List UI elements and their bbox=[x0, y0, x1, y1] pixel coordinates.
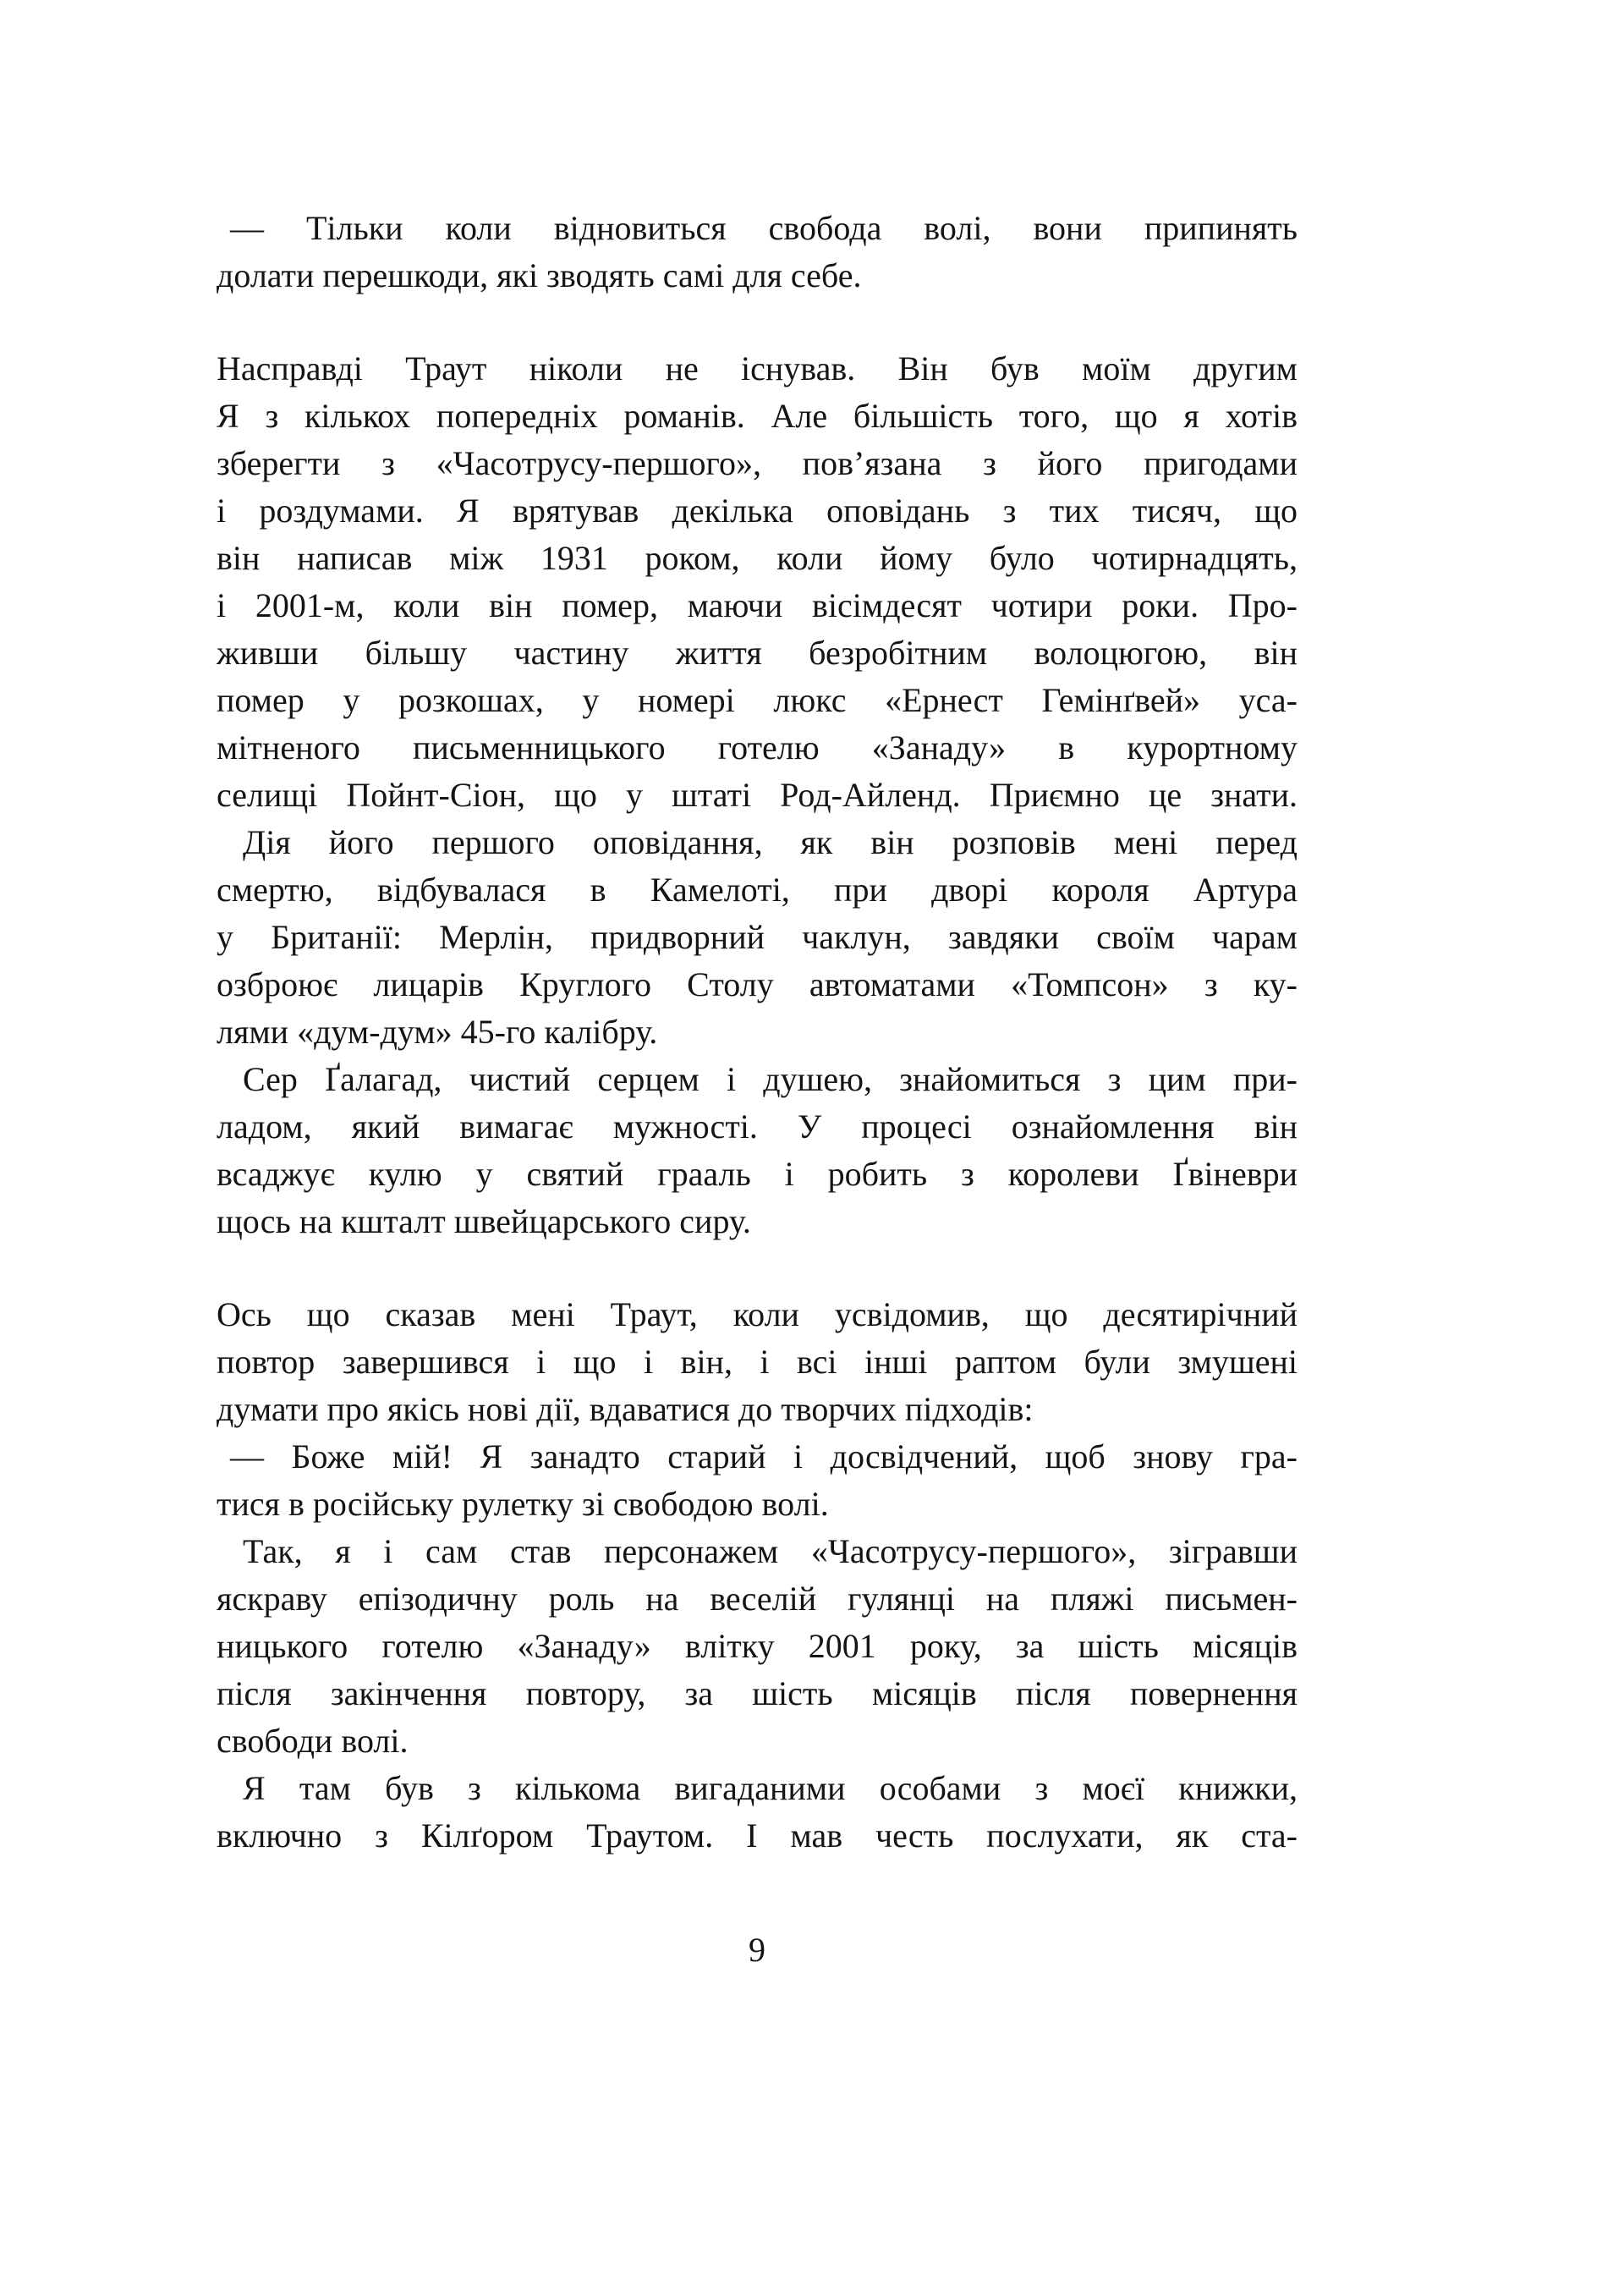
paragraph bbox=[217, 205, 1298, 299]
text-line: Дія його першого оповідання, як він розповів мені перед bbox=[243, 823, 1298, 861]
text-line: у Британії: Мерлін, придворний чаклун, завдяки своїм чарам bbox=[217, 918, 1298, 956]
page-number: 9 bbox=[749, 1931, 765, 1969]
text-line: Насправді Траут ніколи не існував. Він був моїм другим bbox=[217, 349, 1298, 387]
text-line: Я з кількох попередніх романів. Але більшість того, що я хотів bbox=[217, 397, 1298, 435]
paragraph bbox=[217, 1291, 1298, 1433]
text-line: свободи волі. bbox=[217, 1722, 409, 1760]
text-line: — Боже мій! Я занадто старий і досвідчений, щоб знову гра- bbox=[230, 1437, 1298, 1475]
text-line: тися в російську рулетку зі свободою волі. bbox=[217, 1485, 829, 1523]
text-line: повтор завершився і що і він, і всі інші раптом були змушені bbox=[217, 1343, 1298, 1381]
text-line: після закінчення повтору, за шість місяців після повернення bbox=[217, 1674, 1298, 1712]
text-line: ладом, який вимагає мужності. У процесі ознайомлення він bbox=[217, 1107, 1298, 1146]
text-line: Так, я і сам став персонажем «Часотрусу-першого», зігравши bbox=[243, 1532, 1298, 1570]
text-line: і роздумами. Я врятував декілька оповідань з тих тисяч, що bbox=[217, 492, 1298, 530]
text-line: і 2001-м, коли він помер, маючи вісімдесят чотири роки. Про- bbox=[217, 586, 1298, 624]
text-line: помер у розкошах, у номері люкс «Ернест Гемінґвей» уса- bbox=[217, 681, 1298, 719]
text-line: мітненого письменницького готелю «Занаду» в курортному bbox=[217, 728, 1298, 767]
text-line: озброює лицарів Круглого Столу автоматами «Томпсон» з ку- bbox=[217, 965, 1298, 1003]
text-line: ницького готелю «Занаду» влітку 2001 року, за шість місяців bbox=[217, 1627, 1298, 1665]
text-line: зберегти з «Часотрусу-першого», пов’язана з його пригодами bbox=[217, 444, 1298, 482]
text-line: живши більшу частину життя безробітним волоцюгою, він bbox=[217, 634, 1298, 672]
text-line: думати про якісь нові дії, вдаватися до творчих підходів: bbox=[217, 1390, 1034, 1428]
text-line: Сер Ґалагад, чистий серцем і душею, знайомиться з цим при- bbox=[243, 1060, 1298, 1098]
text-line: селищі Пойнт-Сіон, що у штаті Род-Айленд. Приємно це знати. bbox=[217, 776, 1298, 814]
text-line: включно з Кілґором Траутом. І мав честь послухати, як ста- bbox=[217, 1816, 1298, 1855]
text-line: лями «дум-дум» 45-го калібру. bbox=[217, 1013, 658, 1051]
text-line: всаджує кулю у святий грааль і робить з королеви Ґвіневри bbox=[217, 1155, 1298, 1193]
text-line: Ось що сказав мені Траут, коли усвідомив, що десятирічний bbox=[217, 1295, 1298, 1333]
paragraph bbox=[217, 1528, 1298, 1765]
text-line: яскраву епізодичну роль на веселій гулянці на пляжі письмен- bbox=[217, 1580, 1298, 1618]
text-line: Я там був з кількома вигаданими особами з моєї книжки, bbox=[243, 1769, 1298, 1807]
text-line: смертю, відбувалася в Камелоті, при дворі короля Артура bbox=[217, 871, 1298, 909]
text-line: щось на кшталт швейцарського сиру. bbox=[217, 1202, 751, 1240]
paragraph bbox=[217, 345, 1298, 819]
text-line: долати перешкоди, які зводять самі для себе. bbox=[217, 256, 862, 294]
paragraph bbox=[217, 1433, 1298, 1528]
paragraph bbox=[217, 1056, 1298, 1245]
text-block bbox=[217, 205, 1298, 1860]
paragraph bbox=[217, 1765, 1298, 1860]
text-line: — Тільки коли відновиться свобода волі, вони припинять bbox=[230, 209, 1298, 247]
text-line: він написав між 1931 роком, коли йому було чотирнадцять, bbox=[217, 539, 1298, 577]
paragraph bbox=[217, 819, 1298, 1056]
